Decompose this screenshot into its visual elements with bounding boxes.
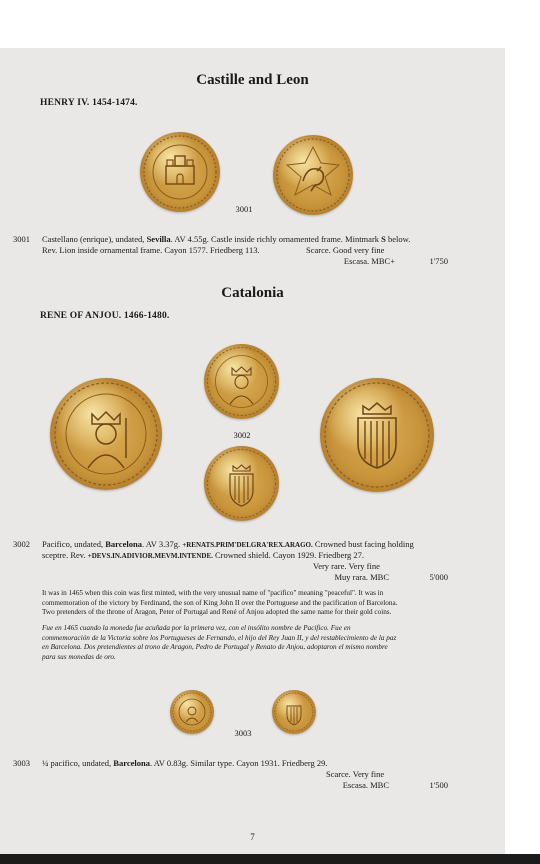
lot-3002-text: Crowned shield. Cayon 1929. Friedberg 27. [212,550,365,560]
lot-number-3001: 3001 [13,234,30,244]
coin-label-3003: 3003 [234,728,252,738]
lot-3001-mint: Sevilla [146,234,171,244]
coin-3001-reverse-image [273,135,353,215]
coin-3002-reverse-enlarged-image [320,378,434,492]
section-title-castille: Castille and Leon [196,72,309,88]
lot-3002-note-es-line1: Fue en 1465 cuando la moneda fue acuñada por la primera vez, con el insólito nombre de Pacifico. Fue en [42,624,351,632]
coin-3003-obverse-image [170,690,214,734]
lot-3002-mint: Barcelona [105,539,142,549]
section-title-catalonia: Catalonia [221,285,284,301]
lot-3002-text: Pacifico, undated, [42,539,106,549]
ruler-heading-rene: RENE OF ANJOU. 1466-1480. [40,311,170,321]
lot-3003-description-line1 [42,758,328,769]
lot-3002-reverse-legend: +DEVS.IN.ADIVIOR.MEVM.INTENDE. [87,552,213,560]
lot-3001-text: . AV 4.55g. Castle inside richly ornamented frame. Mintmark [170,234,382,244]
coin-label-3002: 3002 [233,430,251,440]
lot-3003-text: . AV 0.83g. Similar type. Cayon 1931. Friedberg 29. [149,758,328,768]
coin-3003-reverse-image [272,690,316,734]
lot-3002-note-en-line1: It was in 1465 when this coin was first minted, with the very unusual name of "pacifico" meaning "peaceful". It was in [42,589,384,597]
lot-3003-mint: Barcelona [113,758,150,768]
crowned-shield-icon [272,690,316,734]
lot-3002-note-en-line3: Two pretenders of the throne of Aragon, Peter of Portugal and René of Anjou adopted the same name for their gold coins. [42,608,392,616]
page-number: 7 [250,832,255,842]
castle-icon [140,132,220,212]
coin-3002-obverse-image [204,344,279,419]
lot-3002-text: sceptre. Rev. [42,550,88,560]
lot-3001-description-line1 [42,234,502,245]
crowned-bust-icon [204,344,279,419]
coin-3002-obverse-enlarged-image [50,378,162,490]
lot-3002-grade-en: Very rare. Very fine [313,561,380,571]
lot-3002-text: Crowned bust facing holding [312,539,414,549]
lot-3002-note-es-line2: commemoración de la Victoria sobre los Portugueses de Fernando, el hijo del Rey Juan II, y del restablecimiento de la paz [42,633,397,642]
lot-3002-note-es-line4: para sus monedas de oro. [42,652,116,661]
lot-3003-price: 1'500 [429,780,448,790]
crowned-bust-icon [170,690,214,734]
lot-3001-grade-en: Scarce. Good very fine [306,245,385,255]
lot-number-3003: 3003 [13,758,30,768]
coin-label-3001: 3001 [235,204,253,214]
lot-3003-grade-en: Scarce. Very fine [326,769,385,779]
lot-3001-grade-es: Escasa. MBC+ [343,256,395,266]
ruler-heading-henry: HENRY IV. 1454-1474. [40,98,138,108]
lot-3002-text: . AV 3.37g. [141,539,183,549]
scan-edge-bar [0,854,540,864]
lot-3001-mintmark: S [381,234,386,244]
coin-3002-reverse-image [204,446,279,521]
lot-3001-text: Castellano (enrique), undated, [42,234,147,244]
lot-3003-text: ¼ pacifico, undated, [42,758,114,768]
lot-3001-description-line2: Rev. Lion inside ornamental frame. Cayon 1577. Friedberg 113. [42,245,260,255]
crowned-shield-icon [204,446,279,521]
lot-3002-note-es-line3: en Barcelona. Dos pretendientes al trono de Aragon, Pedro de Portugal y Renato de Anjou, adoptaron el mismo nombre [42,643,388,651]
lot-3002-obverse-legend: +RENATS.PRIM'DELGRA'REX.ARAGO. [182,541,313,549]
crowned-shield-icon [320,378,434,492]
lion-icon [273,135,353,215]
coin-3001-obverse-image [140,132,220,212]
lot-3002-grade-es: Muy rara. MBC [334,572,389,582]
lot-3001-text: below. [385,234,411,244]
lot-3001-price: 1'750 [429,256,448,266]
lot-3002-note-en-line2: commemoration of the victory by Ferdinand, the son of King John II over the Portuguese and the pacification of Barcelona. [42,598,398,607]
lot-3003-grade-es: Escasa. MBC [342,780,389,790]
lot-number-3002: 3002 [13,539,30,549]
lot-3002-price: 5'000 [429,572,448,582]
crowned-bust-icon [50,378,162,490]
